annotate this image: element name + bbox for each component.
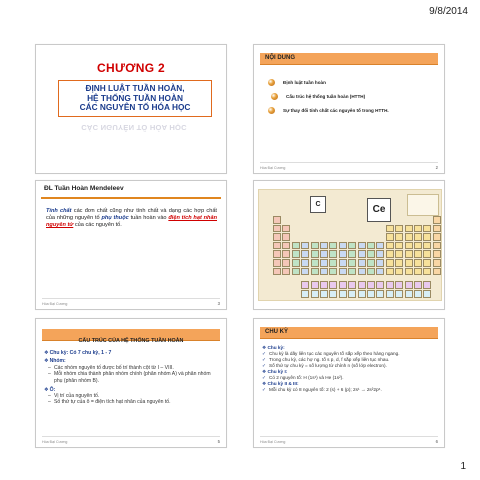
element-cell: [386, 233, 394, 241]
element-cell: [386, 225, 394, 233]
slide-header: CHU KỲ: [265, 329, 289, 335]
element-cell: [405, 242, 413, 250]
list-item: Sự thay đổi tính chất các nguyên tố trong HTTH.: [268, 103, 440, 117]
slide-2: [253, 44, 445, 174]
element-cell: [358, 250, 366, 258]
element-cell: [405, 225, 413, 233]
element-box-cerium: Ce: [367, 198, 391, 222]
slide-4: [253, 180, 445, 310]
list-item: – Vị trí của nguyên tố.: [44, 393, 220, 399]
element-cell: [282, 259, 290, 267]
element-cell: [320, 259, 328, 267]
element-cell: [433, 216, 441, 224]
slide-1: [35, 44, 227, 174]
element-cell: [311, 242, 319, 250]
element-cell: [405, 233, 413, 241]
slide-5: [35, 318, 227, 448]
element-cell: [376, 259, 384, 267]
element-cell: [386, 250, 394, 258]
element-cell: [329, 250, 337, 258]
footer-divider: [260, 162, 438, 163]
element-cell: [386, 242, 394, 250]
element-cell: [376, 268, 384, 276]
element-cell: [414, 268, 422, 276]
numbered-bullet-icon: [271, 93, 278, 100]
list-item: ✓ Có 2 nguyên tố: H (1s¹) và He (1s²).: [262, 375, 438, 381]
element-cell: [282, 268, 290, 276]
slide-footer: Hóa Đại Cương: [42, 440, 68, 444]
element-cell: [395, 233, 403, 241]
element-cell: [423, 290, 431, 298]
element-cell: [273, 216, 281, 224]
element-cell: [282, 225, 290, 233]
element-cell: [301, 268, 309, 276]
element-cell: [395, 225, 403, 233]
slide-header-bar: [260, 327, 438, 339]
element-cell: [423, 259, 431, 267]
element-cell: [339, 268, 347, 276]
element-cell: [320, 290, 328, 298]
list-item: – Các nhóm nguyên tố được bố trí thành cột từ I – VIII.: [44, 365, 220, 371]
element-cell: [311, 281, 319, 289]
cell-heading: ❖Ô:: [44, 386, 56, 393]
element-cell: [301, 281, 309, 289]
element-cell: [367, 242, 375, 250]
element-cell: [339, 281, 347, 289]
list-item: – Số thứ tự của ô = điện tích hạt nhân của nguyên tố.: [44, 399, 220, 405]
element-cell: [339, 259, 347, 267]
element-cell: [376, 281, 384, 289]
element-cell: [320, 281, 328, 289]
element-cell: [376, 290, 384, 298]
element-cell: [339, 290, 347, 298]
list-item: Định luật tuần hoàn: [268, 75, 440, 89]
element-cell: [320, 250, 328, 258]
element-cell: [329, 281, 337, 289]
subtitle-reflection: CÁC NGUYÊN TỐ HÓA HỌC: [81, 123, 187, 132]
slide-title: ĐL Tuần Hoàn Mendeleev: [41, 185, 221, 199]
element-cell: [348, 268, 356, 276]
element-cell: [414, 259, 422, 267]
period-heading: ❖Chu kỳ: Có 7 chu kỳ, 1 - 7: [44, 349, 112, 356]
element-cell: [433, 259, 441, 267]
period-1-heading: ❖ Chu kỳ I:: [262, 369, 288, 374]
element-cell: [282, 250, 290, 258]
element-cell: [433, 250, 441, 258]
element-cell: [273, 259, 281, 267]
element-cell: [311, 259, 319, 267]
element-cell: [423, 225, 431, 233]
structure-content: [44, 347, 220, 406]
element-cell: [339, 242, 347, 250]
element-cell: [386, 268, 394, 276]
slide-number: 6: [435, 439, 438, 444]
element-cell: [367, 268, 375, 276]
element-cell: [386, 259, 394, 267]
subtitle-line: ĐỊNH LUẬT TUẦN HOÀN,: [85, 83, 185, 93]
list-item: ✓ Số thứ tự chu kỳ = số lượng từ chính n (số lớp electron).: [262, 363, 438, 369]
slide-footer: Hóa Đại Cương: [260, 166, 286, 170]
element-cell: [282, 233, 290, 241]
element-cell: [414, 290, 422, 298]
element-cell: [423, 242, 431, 250]
element-cell: [348, 290, 356, 298]
element-cell: [358, 290, 366, 298]
element-cell: [367, 281, 375, 289]
element-cell: [414, 281, 422, 289]
subtitle-line: HỆ THỐNG TUẦN HOÀN: [87, 92, 183, 103]
element-cell: [414, 250, 422, 258]
element-cell: [376, 242, 384, 250]
element-cell: [358, 268, 366, 276]
element-cell: [367, 250, 375, 258]
element-cell: [367, 259, 375, 267]
slide-6: [253, 318, 445, 448]
element-cell: [282, 242, 290, 250]
element-cell: [311, 250, 319, 258]
element-cell: [395, 290, 403, 298]
element-cell: [320, 268, 328, 276]
element-cell: [358, 281, 366, 289]
element-cell: [405, 259, 413, 267]
element-cell: [320, 242, 328, 250]
slide-footer: Hóa Đại Cương: [260, 440, 286, 444]
list-item: – Mỗi nhóm chia thành phân nhóm chính (phân nhóm A) và phân nhóm phụ (phân nhóm B).: [44, 371, 220, 384]
list-item: ✓ Trong chu kỳ, các hợ ng. tố s p, d, f sắp xếp liên tục nhau.: [262, 357, 438, 363]
element-cell: [311, 268, 319, 276]
element-cell: [433, 242, 441, 250]
periodic-table-image: [258, 189, 442, 301]
element-cell: [348, 259, 356, 267]
element-cell: [405, 290, 413, 298]
list-item: Cấu trúc hệ thống tuần hoàn (HTTH): [271, 89, 440, 103]
element-cell: [348, 281, 356, 289]
slide-number: 5: [217, 439, 220, 444]
element-cell: [433, 225, 441, 233]
element-cell: [414, 225, 422, 233]
element-cell: [329, 290, 337, 298]
element-cell: [386, 281, 394, 289]
subtitle-line: CÁC NGUYÊN TỐ HÓA HỌC: [79, 102, 191, 112]
slide-3: [35, 180, 227, 310]
period-content: [262, 345, 438, 393]
element-cell: [273, 225, 281, 233]
element-cell: [301, 290, 309, 298]
group-heading: ❖Nhóm:: [44, 358, 66, 365]
element-cell: [405, 250, 413, 258]
element-cell: [273, 250, 281, 258]
element-cell: [423, 281, 431, 289]
numbered-bullet-icon: [268, 79, 275, 86]
element-cell: [292, 250, 300, 258]
element-cell: [395, 281, 403, 289]
slide-header-bar: [260, 53, 438, 65]
element-cell: [273, 233, 281, 241]
element-cell: [311, 290, 319, 298]
footer-divider: [42, 298, 220, 299]
element-cell: [358, 242, 366, 250]
numbered-bullet-icon: [268, 107, 275, 114]
element-cell: [301, 259, 309, 267]
element-cell: [358, 259, 366, 267]
slide-header: CẤU TRÚC CỦA HỆ THỐNG TUẦN HOÀN: [78, 338, 184, 344]
element-cell: [395, 259, 403, 267]
element-cell: [395, 268, 403, 276]
element-cell: [423, 233, 431, 241]
page-date: 9/8/2014: [429, 6, 468, 17]
element-cell: [329, 242, 337, 250]
period-heading: ❖ Chu kỳ:: [262, 345, 285, 350]
chapter-subtitle-box: [58, 80, 212, 117]
periodic-table-legend: [407, 194, 439, 216]
element-cell: [273, 242, 281, 250]
slide-footer: Hóa Đại Cương: [42, 302, 68, 306]
footer-divider: [260, 436, 438, 437]
element-cell: [405, 281, 413, 289]
element-cell: [405, 268, 413, 276]
element-cell: [395, 250, 403, 258]
element-cell: [423, 250, 431, 258]
element-cell: [329, 268, 337, 276]
element-cell: [433, 233, 441, 241]
element-cell: [395, 242, 403, 250]
element-cell: [292, 268, 300, 276]
slide-number: 3: [217, 301, 220, 306]
slide-header: NỘI DUNG: [265, 55, 295, 61]
element-cell: [273, 268, 281, 276]
element-cell: [329, 259, 337, 267]
element-cell: [414, 233, 422, 241]
element-cell: [301, 250, 309, 258]
element-cell: [292, 259, 300, 267]
element-cell: [348, 242, 356, 250]
element-cell: [414, 242, 422, 250]
content-list: [268, 75, 440, 117]
law-statement: Tính chất các đơn chất cũng như tính chất và dạng các hợp chất của những nguyên tố phụ thuộc tuần hoàn vào điện tích hạt nhân nguyên tử của các nguyên tố.: [46, 208, 217, 228]
element-cell: [348, 250, 356, 258]
element-cell: [339, 250, 347, 258]
element-cell: [376, 250, 384, 258]
period-2-3-heading: ❖ Chu kỳ II & III:: [262, 381, 299, 386]
slide-number: 2: [435, 165, 438, 170]
element-cell: [386, 290, 394, 298]
list-item: ✓ Mỗi chu kỳ có 8 nguyên tố: 2 (s) + 6 (p); 2s¹ → 2s²2p⁶.: [262, 387, 438, 393]
element-box-carbon: C: [310, 196, 326, 213]
chapter-title: CHƯƠNG 2: [97, 61, 165, 75]
footer-divider: [42, 436, 220, 437]
element-cell: [423, 268, 431, 276]
element-cell: [367, 290, 375, 298]
element-cell: [292, 242, 300, 250]
list-item: ✓ Chu kỳ là dãy liên tục các nguyên tố sắp xếp theo hàng ngang.: [262, 351, 438, 357]
slide-header-bar: [42, 329, 220, 344]
element-cell: [301, 242, 309, 250]
element-cell: [433, 268, 441, 276]
page-number: 1: [460, 461, 466, 472]
